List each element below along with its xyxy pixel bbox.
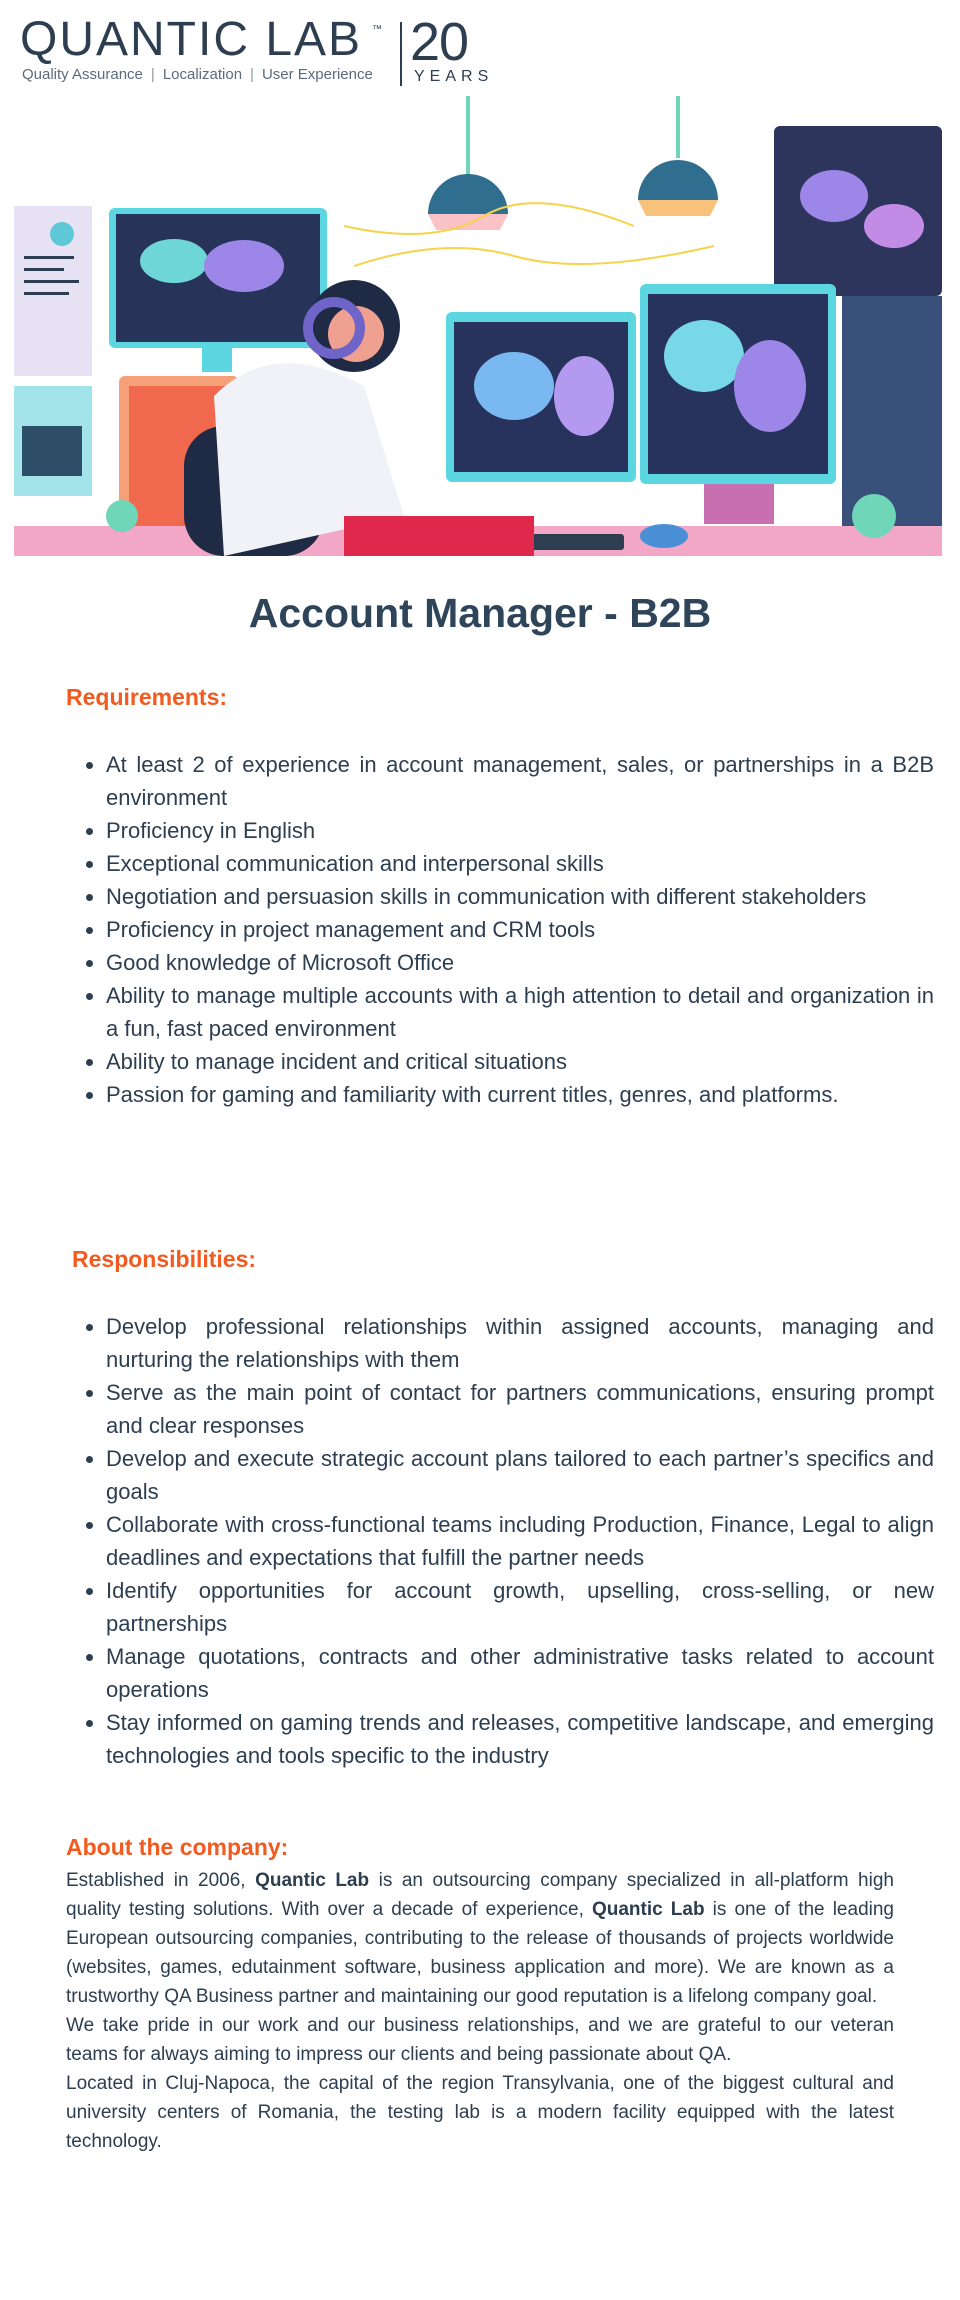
list-item: • Good knowledge of Microsoft Office bbox=[106, 946, 934, 979]
list-item: • Manage quotations, contracts and other administrative tasks related to account operations bbox=[106, 1640, 934, 1706]
company-name: Quantic Lab bbox=[255, 1870, 370, 1891]
about-company-text bbox=[66, 1866, 894, 2156]
list-item: • At least 2 of experience in account management, sales, or partnerships in a B2B environment bbox=[106, 748, 934, 814]
requirements-list bbox=[66, 748, 934, 1111]
brand-tagline bbox=[22, 66, 373, 83]
about-paragraph bbox=[66, 1866, 894, 2011]
list-item: • Identify opportunities for account growth, upselling, cross-selling, or new partnerships bbox=[106, 1574, 934, 1640]
responsibilities-heading: Responsibilities: bbox=[72, 1246, 257, 1272]
list-item: • Serve as the main point of contact for partners communications, ensuring prompt and clear responses bbox=[106, 1376, 934, 1442]
about-text: Established in 2006, bbox=[66, 1870, 256, 1891]
list-item: • Collaborate with cross-functional teams including Production, Finance, Legal to align deadlines and expectations that fulfill the partner needs bbox=[106, 1508, 934, 1574]
list-item: • Proficiency in English bbox=[106, 814, 934, 847]
responsibilities-list bbox=[66, 1310, 934, 1772]
requirements-heading: Requirements: bbox=[66, 684, 228, 710]
logo-divider bbox=[400, 22, 402, 86]
about-text: is one of the leading European outsourcing companies, contributing to the release of thousands of projects worldwide (websites, games, edutainment software, business application and more). We are known as a trustworthy QA Business partner and maintaining our good reputation is a lifelong company goal. bbox=[66, 1899, 894, 2007]
job-title: Account Manager - B2B bbox=[248, 590, 712, 636]
anniversary-number: 20 bbox=[410, 12, 469, 72]
list-item: • Stay informed on gaming trends and releases, competitive landscape, and emerging technologies and tools specific to the industry bbox=[106, 1706, 934, 1772]
list-item: • Develop professional relationships within assigned accounts, managing and nurturing the relationships with them bbox=[106, 1310, 934, 1376]
list-item: • Ability to manage incident and critical situations bbox=[106, 1045, 934, 1078]
anniversary-label: YEARS bbox=[414, 68, 494, 85]
brand-logo: QUANTIC LAB bbox=[20, 13, 363, 66]
about-paragraph: Located in Cluj-Napoca, the capital of the region Transylvania, one of the biggest cultural and university centers of Romania, the testing lab is a modern facility equipped with the latest technology. bbox=[66, 2073, 894, 2152]
list-item: • Passion for gaming and familiarity with current titles, genres, and platforms. bbox=[106, 1078, 934, 1111]
trademark-symbol: ™ bbox=[372, 24, 382, 35]
about-text: is an outsourcing company specialized in all-platform high quality testing solutions. With over a decade of experience, bbox=[66, 1870, 894, 1920]
list-item: • Proficiency in project management and CRM tools bbox=[106, 913, 934, 946]
tagline-separator: | bbox=[250, 66, 254, 83]
header bbox=[0, 0, 960, 96]
list-item: • Ability to manage multiple accounts with a high attention to detail and organization in a fun, fast paced environment bbox=[106, 979, 934, 1045]
tagline-separator: | bbox=[150, 66, 155, 83]
list-item: • Exceptional communication and interpersonal skills bbox=[106, 847, 934, 880]
about-heading: About the company: bbox=[66, 1834, 289, 1860]
tagline-item: User Experience bbox=[261, 66, 373, 83]
list-item: • Develop and execute strategic account plans tailored to each partner’s specifics and goals bbox=[106, 1442, 934, 1508]
list-item: • Negotiation and persuasion skills in communication with different stakeholders bbox=[106, 880, 934, 913]
tagline-item: Localization bbox=[162, 66, 243, 83]
company-name: Quantic Lab bbox=[591, 1899, 705, 1920]
tagline-item: Quality Assurance bbox=[22, 66, 143, 83]
about-paragraph: We take pride in our work and our business relationships, and we are grateful to our veteran teams for always aiming to impress our clients and being passionate about QA. bbox=[66, 2015, 894, 2065]
gamer-workstation-illustration bbox=[14, 96, 942, 556]
